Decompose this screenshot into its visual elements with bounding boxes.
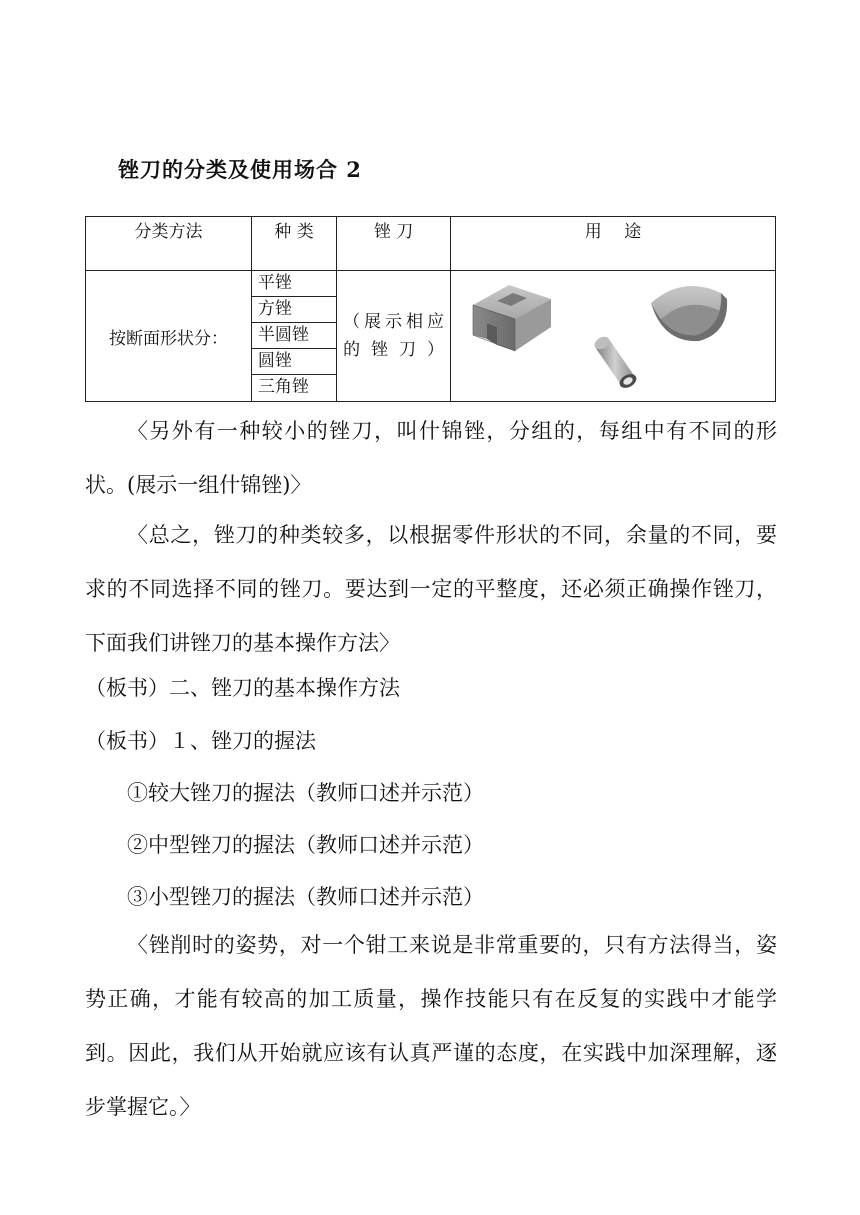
slotted-block-icon <box>473 285 551 351</box>
header-files: 锉 刀 <box>337 217 451 271</box>
grip-large-file: ①较大锉刀的握法（教师口述并示范） <box>127 781 484 805</box>
classification-table <box>85 216 776 402</box>
grip-small-file: ③小型锉刀的握法（教师口述并示范） <box>127 885 484 909</box>
board-heading-grip: （板书）１、锉刀的握法 <box>85 729 316 753</box>
type-item: 方锉 <box>252 297 336 323</box>
header-types: 种 类 <box>251 217 336 271</box>
paragraph-posture: 〈锉削时的姿势，对一个钳工来说是非常重要的，只有方法得当，姿势正确，才能有较高的加工质量，操作技能只有在反复的实践中才能学到。因此，我们从开始就应该有认真严谨的态度，在实践中加深理解，逐步掌握它。〉 <box>85 933 777 1119</box>
method-cell: 按断面形状分： <box>86 271 252 402</box>
type-item: 三角锉 <box>257 377 309 397</box>
files-note-cell: （展示相应的锉刀） <box>337 271 451 402</box>
paragraph-summary: 〈总之，锉刀的种类较多，以根据零件形状的不同，余量的不同，要求的不同选择不同的锉刀。要达到一定的平整度，还必须正确操作锉刀，下面我们讲锉刀的基本操作方法〉 <box>85 523 777 655</box>
board-heading-basic-operation: （板书）二、锉刀的基本操作方法 <box>85 676 400 700</box>
type-item: 圆锉 <box>252 349 336 375</box>
header-method: 分类方法 <box>86 217 252 271</box>
type-item: 半圆锉 <box>252 323 336 349</box>
table-row <box>86 271 776 402</box>
paragraph-needle-files: 〈另外有一种较小的锉刀，叫什锦锉，分组的，每组中有不同的形状。(展示一组什锦锉)〉 <box>85 419 777 497</box>
cylinder-icon <box>592 334 638 390</box>
usage-illustration-cell <box>451 271 776 402</box>
half-ring-icon <box>651 286 727 341</box>
types-cell <box>251 271 336 402</box>
grip-medium-file: ②中型锉刀的握法（教师口述并示范） <box>127 833 484 857</box>
workpiece-illustration <box>451 271 775 401</box>
page-title: 锉刀的分类及使用场合 2 <box>118 157 362 182</box>
type-item: 平锉 <box>252 271 336 297</box>
header-usage: 用 途 <box>451 217 776 271</box>
table-header-row <box>86 217 776 271</box>
